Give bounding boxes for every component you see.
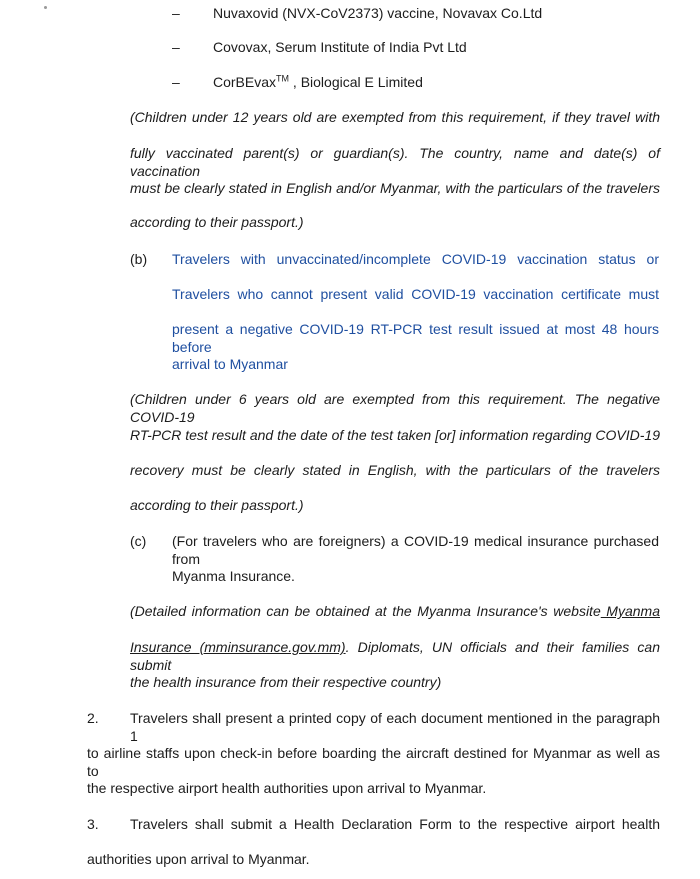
- item-b-line: Travelers who cannot present valid COVID-19 vaccination certificate must: [172, 286, 659, 302]
- paragraph-number: 3.: [87, 816, 99, 832]
- note-line: Insurance (mminsurance.gov.mm). Diplomats, UN officials and their families can submit: [130, 639, 660, 673]
- paragraph-line: Travelers shall present a printed copy of each document mentioned in the paragraph 1: [130, 710, 660, 744]
- item-b-line: arrival to Myanmar: [172, 356, 288, 372]
- paragraph-line: authorities upon arrival to Myanmar.: [87, 851, 310, 867]
- note-line: fully vaccinated parent(s) or guardian(s). The country, name and date(s) of vaccination: [130, 145, 660, 179]
- note-line: (Children under 6 years old are exempted from this requirement. The negative COVID-19: [130, 391, 660, 425]
- paragraph-number: 2.: [87, 710, 99, 726]
- note-line: must be clearly stated in English and/or Myanmar, with the particulars of the travelers: [130, 180, 660, 196]
- item-label: (b): [130, 251, 148, 267]
- paragraph-line: Travelers shall submit a Health Declaration Form to the respective airport health: [130, 816, 660, 832]
- paragraph-line: to airline staffs upon check-in before boarding the aircraft destined for Myanmar as well as to: [87, 745, 660, 779]
- note-line: recovery must be clearly stated in English, with the particulars of the travelers: [130, 462, 660, 478]
- insurance-link[interactable]: Myanma: [600, 603, 660, 619]
- scan-speck: [44, 6, 47, 9]
- note-line: the health insurance from their respective country): [130, 674, 442, 690]
- vaccine-item: Covovax, Serum Institute of India Pvt Ltd: [213, 39, 467, 55]
- note-line: according to their passport.): [130, 214, 304, 230]
- paragraph-line: the respective airport health authorities upon arrival to Myanmar.: [87, 780, 487, 796]
- note-line: RT-PCR test result and the date of the test taken [or] information regarding COVID-19: [130, 427, 660, 443]
- item-c-line: (For travelers who are foreigners) a COVID-19 medical insurance purchased from: [172, 533, 659, 567]
- insurance-link[interactable]: Insurance (mminsurance.gov.mm): [130, 639, 346, 655]
- vaccine-item: CorBEvax™ , Biological E Limited: [213, 73, 423, 90]
- item-b-line: Travelers with unvaccinated/incomplete COVID-19 vaccination status or: [172, 251, 659, 267]
- item-c-line: Myanma Insurance.: [172, 568, 295, 584]
- list-dash: –: [172, 39, 180, 55]
- list-dash: –: [172, 74, 180, 90]
- item-b-line: present a negative COVID-19 RT-PCR test result issued at most 48 hours before: [172, 321, 659, 355]
- note-line: according to their passport.): [130, 497, 304, 513]
- note-line: (Children under 12 years old are exempted from this requirement, if they travel with: [130, 109, 660, 125]
- note-line: (Detailed information can be obtained at the Myanma Insurance's website Myanma: [130, 603, 660, 619]
- list-dash: –: [172, 5, 180, 21]
- vaccine-item: Nuvaxovid (NVX-CoV2373) vaccine, Novavax Co.Ltd: [213, 5, 543, 21]
- item-label: (c): [130, 533, 147, 549]
